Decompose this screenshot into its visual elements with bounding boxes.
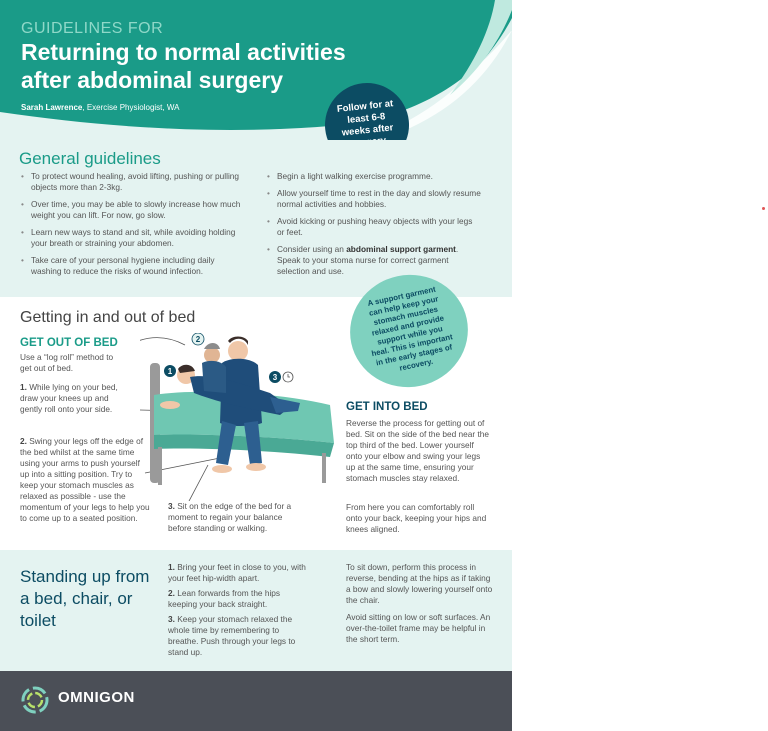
- list-item: • Learn new ways to stand and sit, while avoiding holding your breath or straining your abdomen.: [21, 227, 241, 249]
- standing-step-3: [168, 614, 308, 658]
- step-number: 3.: [168, 614, 175, 624]
- general-heading: General guidelines: [19, 149, 161, 168]
- step-number: 2.: [20, 436, 27, 446]
- step-number: 2.: [168, 588, 175, 598]
- standing-step-2: [168, 588, 308, 610]
- step-number: 1.: [20, 382, 27, 392]
- step-text: Swing your legs off the edge of the bed whilst at the same time using your arms to push yourself up into a sitting position. Try to keep your stomach muscles as relaxed as possible - use the momentum of your legs to help you to come up to a seated position.: [20, 436, 150, 523]
- list-item: • Allow yourself time to rest in the day and slowly resume normal activities and hobbies.: [267, 188, 482, 210]
- brand-name: OMNIGON: [58, 689, 135, 706]
- title-line-2: after abdominal surgery: [21, 67, 284, 93]
- general-right-list: [267, 171, 482, 283]
- standing-paragraph-1: To sit down, perform this process in reverse, bending at the hips as if taking a bow and slowly lowering yourself onto the chair.: [346, 562, 493, 605]
- list-item: • Over time, you may be able to slowly increase how much weight you can lift. For now, go slow.: [21, 199, 241, 221]
- standing-section: [0, 550, 512, 671]
- list-item: • Begin a light walking exercise programme.: [267, 171, 482, 182]
- stray-mark: [761, 206, 766, 211]
- get-out-step-1: [20, 382, 120, 415]
- duration-badge-text: Follow for at least 6-8 weeks after: [336, 98, 394, 139]
- tip-text: A support garment can help keep your stomach muscles relaxed and provide support while you heal. This is important in the early stages of recovery.: [366, 284, 454, 373]
- title-line-1: Returning to normal activities: [21, 39, 346, 65]
- author-name: Sarah Lawrence: [21, 103, 83, 112]
- get-out-step-3: [168, 501, 308, 534]
- get-out-step-2: [20, 436, 150, 524]
- bed-heading: Getting in and out of bed: [20, 309, 196, 326]
- get-out-heading: GET OUT OF BED: [20, 337, 118, 349]
- standing-step-1: [168, 562, 308, 584]
- log-roll-illustration: [140, 333, 340, 501]
- omnigon-logo-icon: [20, 683, 50, 717]
- general-guidelines-section: [0, 140, 512, 297]
- get-into-paragraph-2: From here you can comfortably roll onto your back, keeping your hips and knees aligned.: [346, 502, 487, 534]
- garment-pre: Consider using an: [277, 244, 347, 254]
- step-marker-2-label: 2: [195, 335, 201, 344]
- step-text: Keep your stomach relaxed the whole time by remembering to breathe. Push through your legs to stand up.: [168, 614, 296, 657]
- bed-leg: [158, 447, 162, 485]
- pointer-line: [188, 465, 208, 501]
- header-banner: [0, 0, 512, 140]
- step-marker-1-label: 1: [167, 367, 173, 376]
- step-text: Sit on the edge of the bed for a moment to regain your balance before standing or walking.: [168, 501, 292, 533]
- step-text: Lean forwards from the hips keeping your back straight.: [168, 588, 281, 609]
- page-title: [21, 38, 401, 94]
- get-out-intro: Use a “log roll” method to get out of bed.: [20, 352, 114, 373]
- general-left-list: [21, 171, 241, 283]
- list-item: • To protect wound healing, avoid lifting, pushing or pulling objects more than 2-3kg.: [21, 171, 241, 193]
- author-role: , Exercise Physiologist, WA: [82, 103, 180, 112]
- step-number: 1.: [168, 562, 175, 572]
- get-into-heading: GET INTO BED: [346, 401, 428, 413]
- step-number: 3.: [168, 501, 175, 511]
- step-marker-3-label: 3: [272, 373, 278, 382]
- footer: [0, 671, 512, 731]
- get-into-paragraph-1: Reverse the process for getting out of bed. Sit on the side of the bed near the top third of the bed. Lower yourself onto your elbow and swing your legs up at the same time, ensuring your stomach muscles stay relaxed.: [346, 418, 489, 483]
- garment-bold: abdominal support garment: [346, 244, 456, 254]
- pointer-line: [140, 338, 185, 345]
- list-item: • Take care of your personal hygiene including daily washing to reduce the risks of wound infection.: [21, 255, 241, 277]
- step-text: Bring your feet in close to you, with your feet hip-width apart.: [168, 562, 306, 583]
- standing-paragraph-2: Avoid sitting on low or soft surfaces. An over-the-toilet frame may be helpful in the short term.: [346, 612, 491, 644]
- list-item-garment: [267, 244, 482, 277]
- author-credit: [21, 103, 179, 112]
- bed-leg: [322, 453, 326, 483]
- kicker-text: GUIDELINES FOR: [21, 20, 164, 37]
- list-item: • Avoid kicking or pushing heavy objects with your legs or feet.: [267, 216, 482, 238]
- person-head: [228, 341, 248, 361]
- step-text: While lying on your bed, draw your knees up and gently roll onto your side.: [20, 382, 118, 414]
- garment-post: . Speak to your stoma nurse for correct garment selection and use.: [277, 244, 459, 276]
- standing-heading: Standing up from a bed, chair, or toilet: [20, 567, 150, 630]
